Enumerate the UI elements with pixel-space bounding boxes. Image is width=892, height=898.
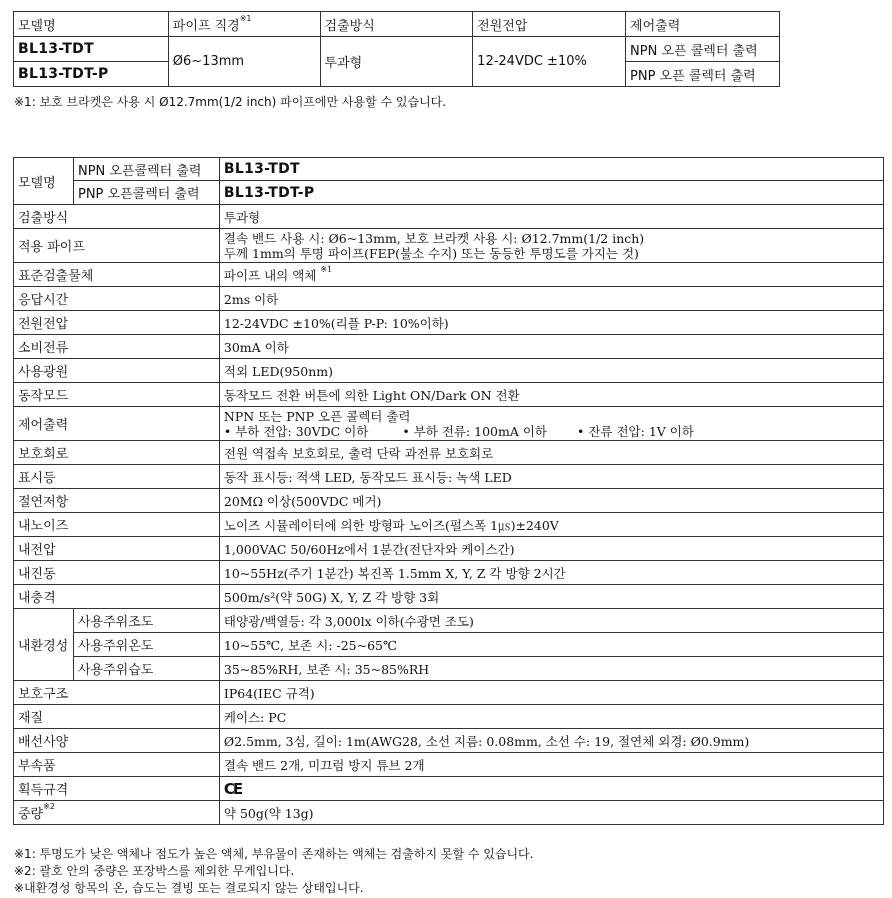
- model-npn: BL13-TDT: [14, 37, 169, 62]
- spec-value: 20MΩ 이상(500VDC 메거): [219, 489, 883, 513]
- output-pnp: PNP 오픈 콜렉터 출력: [626, 62, 780, 87]
- footnote-2: ※2: 괄호 안의 중량은 포장박스를 제외한 무게입니다.: [14, 864, 295, 878]
- table-row: [14, 37, 780, 62]
- spec-value: 약 50g(약 13g): [219, 801, 883, 825]
- spec-label: 응답시간: [14, 287, 220, 311]
- table-row: [14, 465, 884, 489]
- spec-value: 결속 밴드 2개, 미끄럼 방지 튜브 2개: [219, 753, 883, 777]
- spec-label: 전원전압: [14, 311, 220, 335]
- spec-value: 노이즈 시뮬레이터에 의한 방형파 노이즈(펄스폭 1㎲)±240V: [219, 513, 883, 537]
- spec-label: 배선사양: [14, 729, 220, 753]
- spec-label: 검출방식: [14, 205, 220, 229]
- model-pnp: BL13-TDT-P: [14, 62, 169, 87]
- table1-footnote: ※1: 보호 브라켓은 사용 시 Ø12.7mm(1/2 inch) 파이프에만 사용할 수 있습니다.: [14, 95, 447, 109]
- spec-value: 500m/s²(약 50G) X, Y, Z 각 방향 3회: [219, 585, 883, 609]
- table-row: [14, 12, 780, 37]
- spec-value: BL13-TDT-P: [219, 181, 883, 205]
- header-voltage: 전원전압: [473, 12, 626, 37]
- header-output: 제어출력: [626, 12, 780, 37]
- spec-label: 동작모드: [14, 383, 220, 407]
- spec-label: 모델명: [14, 158, 74, 205]
- table-row: [14, 801, 884, 825]
- spec-value: 2ms 이하: [219, 287, 883, 311]
- spec-label: 적용 파이프: [14, 229, 220, 263]
- footnote-1: ※1: 투명도가 낮은 액체나 점도가 높은 액체, 부유물이 존재하는 액체는 검출하지 못할 수 있습니다.: [14, 847, 534, 861]
- spec-value: 10~55℃, 보존 시: -25~65℃: [219, 633, 883, 657]
- table-row: [14, 681, 884, 705]
- table-row: [14, 287, 884, 311]
- spec-table: [13, 157, 884, 825]
- voltage-value: 12-24VDC ±10%: [473, 37, 626, 87]
- table-row: [14, 489, 884, 513]
- spec-label: 절연저항: [14, 489, 220, 513]
- table-row: [14, 561, 884, 585]
- spec-label: 부속품: [14, 753, 220, 777]
- spec-value: 12-24VDC ±10%(리플 P-P: 10%이하): [219, 311, 883, 335]
- table-row: [14, 753, 884, 777]
- spec-value: IP64(IEC 규격): [219, 681, 883, 705]
- table-row: [14, 359, 884, 383]
- spec-value: NPN 또는 PNP 오픈 콜렉터 출력 • 부하 전압: 30VDC 이하 • 부하 전류: 100mA 이하 • 잔류 전압: 1V 이하: [219, 407, 883, 441]
- spec-label: 사용주위온도: [73, 633, 219, 657]
- spec-value: 케이스: PC: [219, 705, 883, 729]
- spec-value: 1,000VAC 50/60Hz에서 1분간(전단자와 케이스간): [219, 537, 883, 561]
- table-row: [14, 585, 884, 609]
- detection-value: 투과형: [320, 37, 473, 87]
- spec-label: 중량$^{※2}$: [14, 801, 220, 825]
- table-row: [14, 657, 884, 681]
- spec-value: Ø2.5mm, 3심, 길이: 1m(AWG28, 소선 지름: 0.08mm, 소선 수: 19, 절연체 외경: Ø0.9mm): [219, 729, 883, 753]
- table-row: [14, 311, 884, 335]
- spec-value: 태양광/백열등: 각 3,000lx 이하(수광면 조도): [219, 609, 883, 633]
- spec-label: 내충격: [14, 585, 220, 609]
- pipe-diameter-value: Ø6~13mm: [168, 37, 320, 87]
- spec-value: [219, 777, 883, 801]
- spec-value: 35~85%RH, 보존 시: 35~85%RH: [219, 657, 883, 681]
- spec-value: 30mA 이하: [219, 335, 883, 359]
- spec-label: 보호회로: [14, 441, 220, 465]
- table-row: [14, 705, 884, 729]
- spec-label: 소비전류: [14, 335, 220, 359]
- footnote-3: ※내환경성 항목의 온, 습도는 결빙 또는 결로되지 않는 상태입니다.: [14, 881, 364, 895]
- spec-value: 10~55Hz(주기 1분간) 복진폭 1.5mm X, Y, Z 각 방향 2시간: [219, 561, 883, 585]
- table-row: [14, 513, 884, 537]
- spec-label: 제어출력: [14, 407, 220, 441]
- spec-value: 결속 밴드 사용 시: Ø6~13mm, 보호 브라켓 사용 시: Ø12.7mm(1/2 inch) 두께 1mm의 투명 파이프(FEP(불소 수지) 또는 동등한 투명도를 가지는 것): [219, 229, 883, 263]
- table-row: [14, 441, 884, 465]
- spec-value: 적외 LED(950nm): [219, 359, 883, 383]
- spec-label: 사용주위조도: [73, 609, 219, 633]
- spec-value: BL13-TDT: [219, 158, 883, 181]
- table-row: [14, 229, 884, 263]
- spec-value: 동작모드 전환 버튼에 의한 Light ON/Dark ON 전환: [219, 383, 883, 407]
- spec-label: 표시등: [14, 465, 220, 489]
- table-row: [14, 335, 884, 359]
- output-npn: NPN 오픈 콜렉터 출력: [626, 37, 780, 62]
- table-row: [14, 158, 884, 181]
- header-model: 모델명: [14, 12, 169, 37]
- spec-value: 파이프 내의 액체 $^{※1}$: [219, 263, 883, 287]
- ce-mark-icon: CE: [223, 779, 242, 798]
- spec-value: 전원 역접속 보호회로, 출력 단락 과전류 보호회로: [219, 441, 883, 465]
- spec-label: 내환경성: [14, 609, 74, 681]
- table-row: [14, 537, 884, 561]
- spec-label: PNP 오픈콜렉터 출력: [73, 181, 219, 205]
- spec-label: 보호구조: [14, 681, 220, 705]
- table-row: [14, 205, 884, 229]
- table-row: [14, 383, 884, 407]
- spec-label: 사용광원: [14, 359, 220, 383]
- table-row: [14, 181, 884, 205]
- table-row: [14, 609, 884, 633]
- header-detection: 검출방식: [320, 12, 473, 37]
- spec-label: 사용주위습도: [73, 657, 219, 681]
- model-summary-table: [13, 11, 780, 87]
- spec-label: 내진동: [14, 561, 220, 585]
- table-row: [14, 633, 884, 657]
- table-row: [14, 407, 884, 441]
- spec-value: 동작 표시등: 적색 LED, 동작모드 표시등: 녹색 LED: [219, 465, 883, 489]
- spec-label: 획득규격: [14, 777, 220, 801]
- spec-label: 표준검출물체: [14, 263, 220, 287]
- table-row: [14, 729, 884, 753]
- spec-value: 투과형: [219, 205, 883, 229]
- spec-label: 내전압: [14, 537, 220, 561]
- spec-label: NPN 오픈콜렉터 출력: [73, 158, 219, 181]
- table-row: [14, 263, 884, 287]
- table-row: [14, 777, 884, 801]
- spec-label: 내노이즈: [14, 513, 220, 537]
- header-pipe-diameter: 파이프 직경$^{※1}$: [168, 12, 320, 37]
- spec-label: 재질: [14, 705, 220, 729]
